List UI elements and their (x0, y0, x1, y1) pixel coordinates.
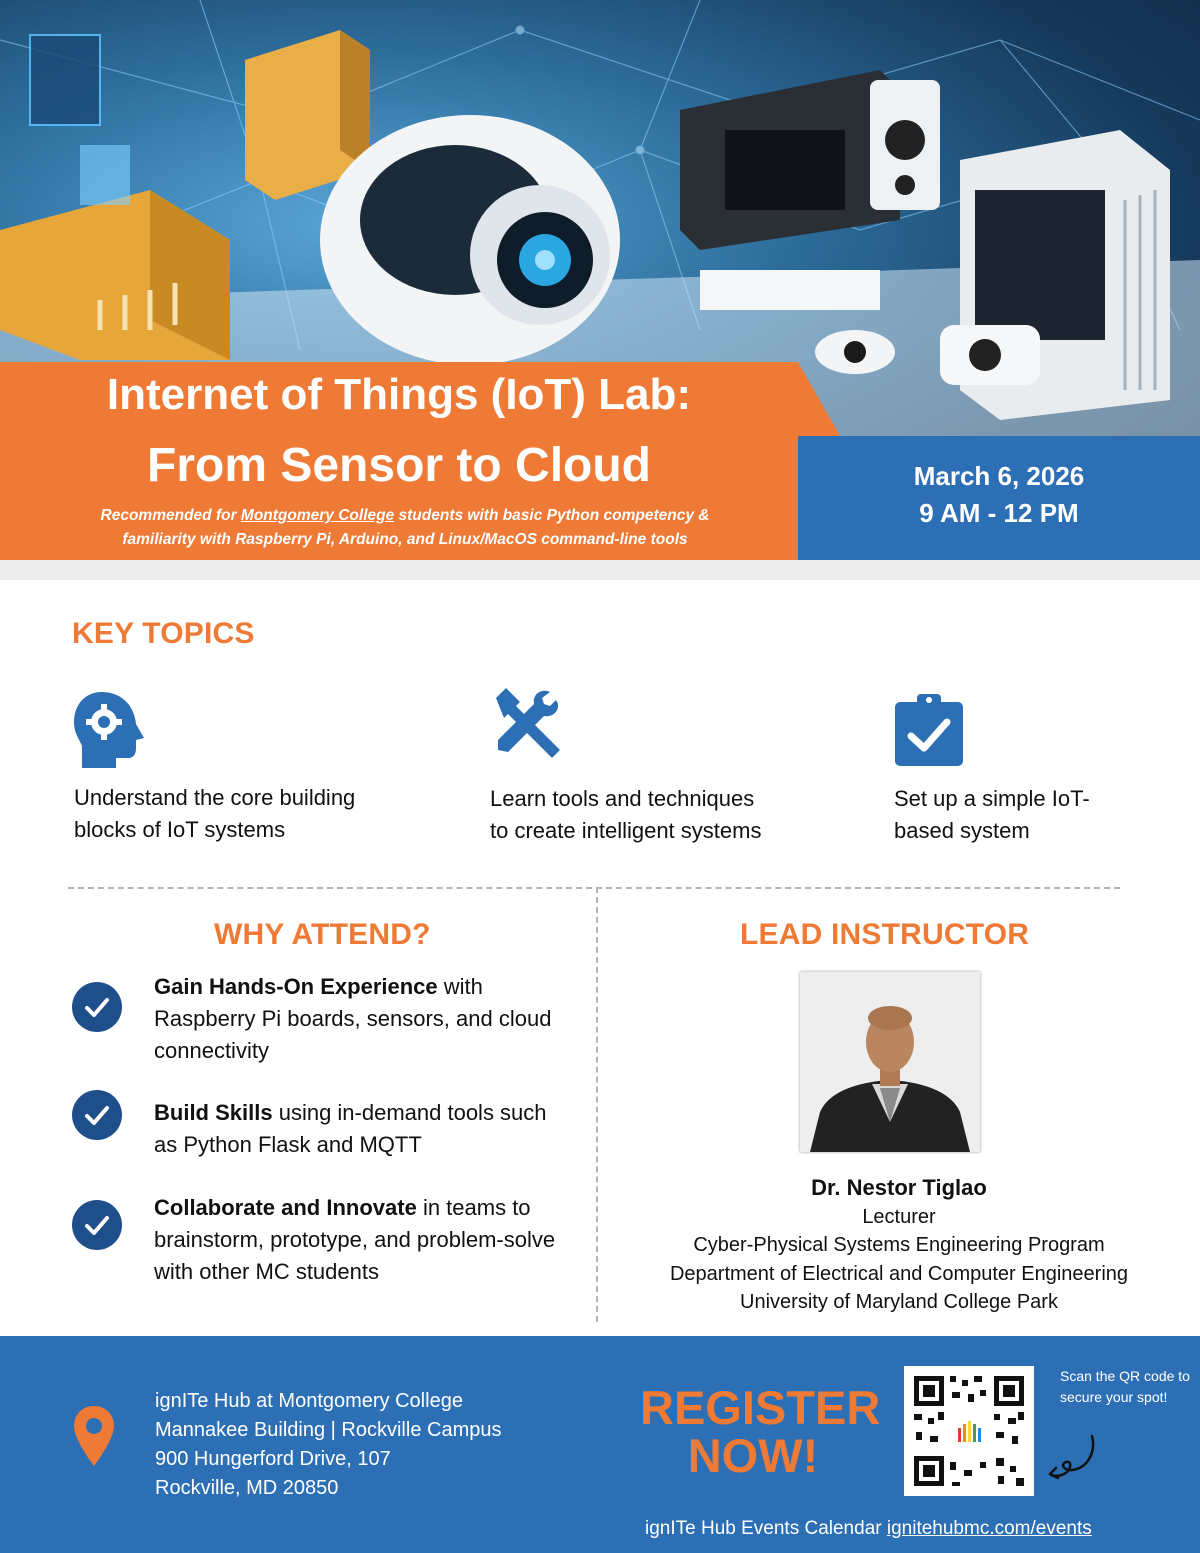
topic-3: Set up a simple IoT- based system (894, 786, 1090, 843)
divider-band (0, 560, 1200, 580)
instructor-university: University of Maryland College Park (740, 1291, 1058, 1313)
arrow-icon (1046, 1432, 1100, 1487)
event-time: 9 AM - 12 PM (919, 498, 1079, 528)
montgomery-college-link[interactable]: Montgomery College (240, 507, 395, 524)
topic-1: Understand the core building blocks of IoT systems (74, 785, 356, 842)
lead-instructor-heading: LEAD INSTRUCTOR (740, 918, 1030, 951)
venue-city: Rockville, MD 20850 (155, 1477, 339, 1499)
check-circle-icon (72, 1200, 122, 1250)
section-divider (68, 887, 1120, 889)
events-calendar: ignITe Hub Events Calendar ignitehubmc.com/events (645, 1518, 1092, 1539)
why-attend-heading: WHY ATTEND? (214, 918, 431, 951)
instructor-photo (800, 972, 980, 1152)
instructor-name: Dr. Nestor Tiglao (811, 1175, 987, 1200)
why-item-3: Collaborate and Innovate in teams to brainstorm, prototype, and problem-solve with other MC students (154, 1195, 556, 1284)
tools-icon (490, 688, 570, 769)
check-circle-icon (72, 1090, 122, 1140)
location-pin-icon (72, 1404, 116, 1473)
instructor-role: Lecturer (862, 1206, 936, 1228)
event-title-line1: Internet of Things (IoT) Lab: (106, 370, 692, 419)
prerequisite-line2: familiarity with Raspberry Pi, Arduino, and Linux/MacOS command-line tools (122, 531, 688, 548)
register-now-line1[interactable]: REGISTER (640, 1381, 881, 1434)
check-circle-icon (72, 982, 122, 1032)
head-gear-icon (72, 690, 148, 775)
instructor-department: Department of Electrical and Computer Engineering (669, 1263, 1129, 1285)
topic-2: Learn tools and techniques to create intelligent systems (490, 786, 762, 843)
title-banner-corner (798, 362, 840, 436)
venue-building: Mannakee Building | Rockville Campus (155, 1419, 502, 1441)
venue-street: 900 Hungerford Drive, 107 (155, 1448, 391, 1470)
key-topics-heading: KEY TOPICS (72, 617, 255, 650)
scan-qr-instructions: Scan the QR code to secure your spot! (1060, 1368, 1190, 1405)
register-now-line2[interactable]: NOW! (687, 1429, 819, 1482)
event-title-line2: From Sensor to Cloud (147, 439, 651, 492)
registration-qr-code[interactable] (904, 1366, 1034, 1496)
why-item-1: Gain Hands-On Experience with Raspberry Pi boards, sensors, and cloud connectivity (154, 974, 552, 1063)
event-date: March 6, 2026 (913, 461, 1085, 491)
clipboard-check-icon (893, 692, 965, 773)
events-calendar-link[interactable]: ignitehubmc.com/events (886, 1518, 1092, 1539)
why-item-2: Build Skills using in-demand tools such as Python Flask and MQTT (154, 1100, 547, 1157)
venue-name: ignITe Hub at Montgomery College (155, 1390, 463, 1412)
prerequisite-line1: Recommended for Montgomery College students with basic Python competency & (100, 507, 710, 524)
instructor-program: Cyber-Physical Systems Engineering Program (693, 1234, 1105, 1256)
